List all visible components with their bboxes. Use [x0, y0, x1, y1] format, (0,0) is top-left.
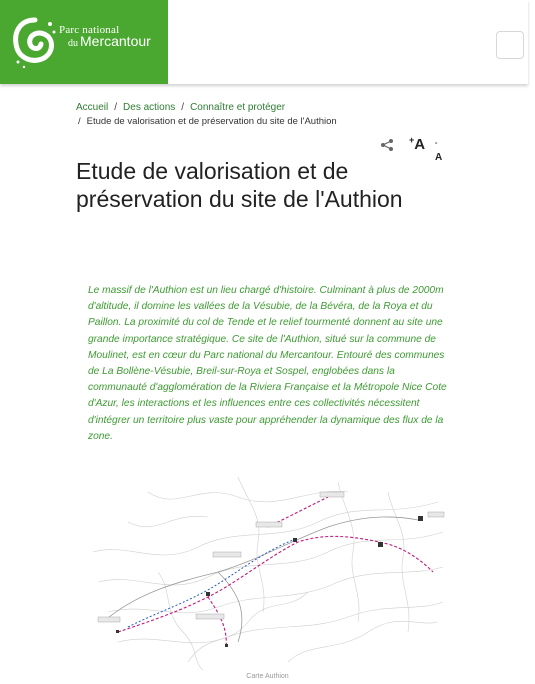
site-header [0, 0, 528, 84]
intro-paragraph: Le massif de l'Authion est un lieu chargé d'histoire. Culminant à plus de 2000m d'altitude, il domine les vallées de la Vésubie, de la Bévéra, de la Roya et du Paillon. La proximité du col de Tende et le relief tourmenté donnent au site une grande importance stratégique. Ce site de l'Authion, situé sur la commune de Moulinet, est en cœur du Parc national du Mercantour. Entouré des communes de La Bollène-Vésubie, Breil-sur-Roya et Sospel, englobées dans la communauté d'agglomération de la Riviera Française et la Métropole Nice Cote d'Azur, les interactions et les influences entre ces collectivités nécessitent d'intégrer un territoire plus vaste pour appréhender la dynamique des flux de la zone. [88, 285, 447, 442]
page-title: Etude de valorisation et de préservation du site de l'Authion [76, 158, 403, 212]
logo-text-line1: Parc national [59, 24, 120, 36]
share-icon[interactable] [380, 138, 394, 152]
spiral-logo-icon [10, 12, 60, 72]
breadcrumb-actions[interactable]: Des actions [123, 102, 176, 113]
breadcrumb [76, 100, 285, 115]
authion-map-image[interactable] [88, 472, 448, 670]
breadcrumb-current: Etude de valorisation et de préservation du site de l'Authion [86, 116, 337, 127]
font-increase-button[interactable]: +A [409, 135, 426, 153]
breadcrumb-separator: / [114, 102, 118, 113]
park-logo[interactable] [0, 0, 168, 84]
logo-text-line2: du Mercantour [68, 33, 151, 49]
breadcrumb-home[interactable]: Accueil [76, 102, 109, 113]
breadcrumb-separator: / [78, 116, 81, 127]
font-decrease-button[interactable]: -A [435, 140, 443, 164]
image-caption: Carte Authion [246, 673, 289, 680]
breadcrumb-separator: / [181, 102, 185, 113]
breadcrumb-connaitre[interactable]: Connaître et protéger [190, 102, 286, 113]
menu-button[interactable] [496, 31, 524, 59]
breadcrumb-current-row [78, 116, 337, 127]
